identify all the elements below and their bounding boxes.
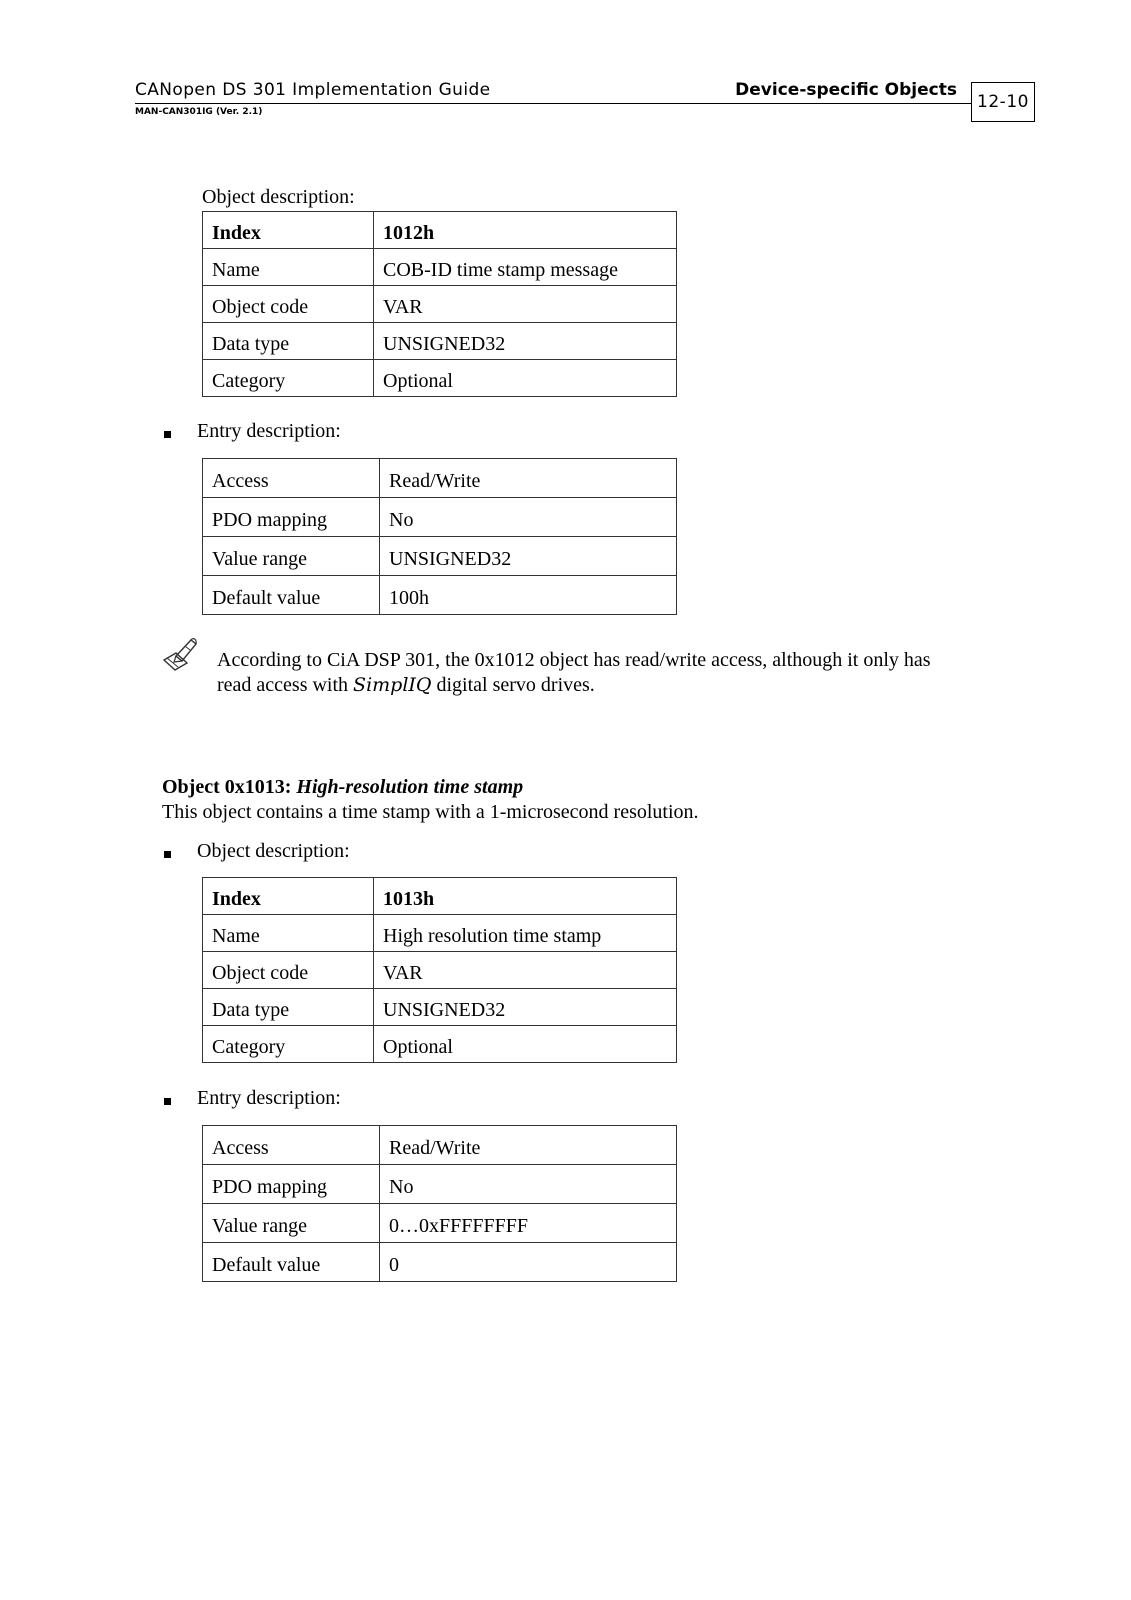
table-cell: Object code xyxy=(203,286,374,323)
object-table-1013 xyxy=(202,877,677,1063)
entry-description-label-1013: Entry description: xyxy=(197,1087,341,1109)
table-cell: Optional xyxy=(374,360,677,397)
table-row xyxy=(203,915,677,952)
table-cell: Optional xyxy=(374,1026,677,1063)
table-cell: VAR xyxy=(374,286,677,323)
bullet-icon xyxy=(164,851,171,858)
table-cell: Index xyxy=(203,878,374,915)
entry-table-1013 xyxy=(202,1125,677,1282)
table-cell: Name xyxy=(203,249,374,286)
table-cell: 1013h xyxy=(374,878,677,915)
table-cell: 100h xyxy=(380,576,677,615)
table-row xyxy=(203,212,677,249)
object-heading-number: Object 0x1013: xyxy=(162,776,297,798)
entry-description-label-1012: Entry description: xyxy=(197,420,341,442)
table-row xyxy=(203,989,677,1026)
table-cell: UNSIGNED32 xyxy=(374,989,677,1026)
note-text xyxy=(217,648,937,698)
note-text-end: digital servo drives. xyxy=(431,674,595,696)
table-row xyxy=(203,952,677,989)
object-1013-description: This object contains a time stamp with a 1-microsecond resolution. xyxy=(162,801,699,823)
object-description-label-1012: Object description: xyxy=(202,186,355,208)
object-heading-name: High-resolution time stamp xyxy=(296,776,524,798)
table-cell: Read/Write xyxy=(380,1126,677,1165)
page-number: 12-10 xyxy=(971,82,1035,122)
table-cell: Default value xyxy=(203,1243,380,1282)
entry-table-1012 xyxy=(202,458,677,615)
table-cell: High resolution time stamp xyxy=(374,915,677,952)
table-cell: Value range xyxy=(203,537,380,576)
header-rule xyxy=(135,103,971,104)
table-cell: Data type xyxy=(203,323,374,360)
table-cell: Category xyxy=(203,1026,374,1063)
table-cell: No xyxy=(380,1165,677,1204)
table-cell: Value range xyxy=(203,1204,380,1243)
table-cell: 0…0xFFFFFFFF xyxy=(380,1204,677,1243)
object-description-label-1013: Object description: xyxy=(197,840,350,862)
table-row xyxy=(203,498,677,537)
product-name: SimplIQ xyxy=(353,674,432,696)
table-row xyxy=(203,537,677,576)
table-row xyxy=(203,249,677,286)
table-row xyxy=(203,360,677,397)
table-cell: No xyxy=(380,498,677,537)
table-cell: Read/Write xyxy=(380,459,677,498)
table-cell: 1012h xyxy=(374,212,677,249)
table-row xyxy=(203,1243,677,1282)
table-cell: Category xyxy=(203,360,374,397)
document-title: CANopen DS 301 Implementation Guide xyxy=(135,80,491,100)
table-row xyxy=(203,323,677,360)
table-cell: Name xyxy=(203,915,374,952)
section-title: Device-specific Objects xyxy=(735,80,957,100)
bullet-icon xyxy=(164,1098,171,1105)
table-row xyxy=(203,286,677,323)
table-row xyxy=(203,1026,677,1063)
bullet-icon xyxy=(164,431,171,438)
table-cell: VAR xyxy=(374,952,677,989)
table-row xyxy=(203,1204,677,1243)
table-cell: Index xyxy=(203,212,374,249)
object-heading-1013 xyxy=(162,776,523,799)
table-row xyxy=(203,1126,677,1165)
document-version: MAN-CAN301IG (Ver. 2.1) xyxy=(135,107,263,117)
pen-and-paper-icon xyxy=(161,634,201,674)
table-row xyxy=(203,576,677,615)
table-cell: Object code xyxy=(203,952,374,989)
table-cell: PDO mapping xyxy=(203,1165,380,1204)
table-cell: Access xyxy=(203,1126,380,1165)
table-cell: Data type xyxy=(203,989,374,1026)
table-cell: COB-ID time stamp message xyxy=(374,249,677,286)
table-row xyxy=(203,459,677,498)
table-cell: UNSIGNED32 xyxy=(380,537,677,576)
table-cell: 0 xyxy=(380,1243,677,1282)
table-cell: UNSIGNED32 xyxy=(374,323,677,360)
object-table-1012 xyxy=(202,211,677,397)
table-row xyxy=(203,1165,677,1204)
table-cell: Access xyxy=(203,459,380,498)
table-row xyxy=(203,878,677,915)
table-cell: Default value xyxy=(203,576,380,615)
note-text-start: According to CiA DSP 301, the 0x1012 object has read/write access, although it only has read access with xyxy=(217,649,931,696)
table-cell: PDO mapping xyxy=(203,498,380,537)
